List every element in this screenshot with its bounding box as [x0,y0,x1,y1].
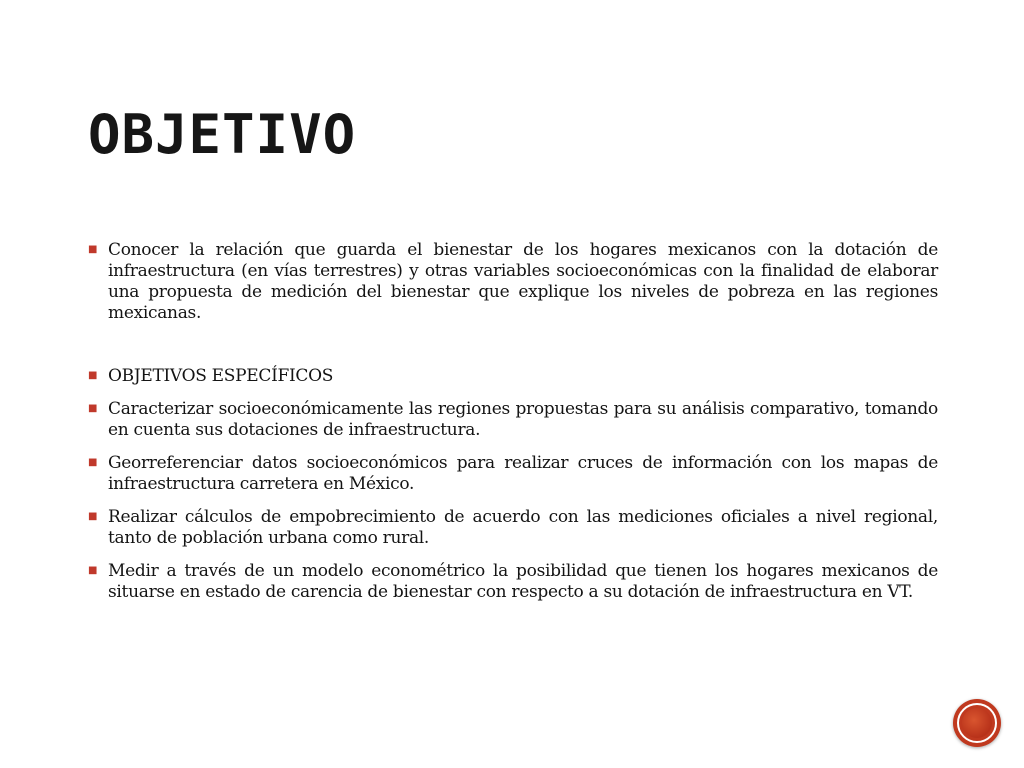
bullet-square-icon: ■ [88,457,98,468]
bullet-item-specific-heading [88,366,938,387]
bullet-item-calculations [88,507,938,549]
red-circle-logo-icon[interactable] [953,699,1001,747]
bullet-list [88,240,938,603]
bullet-text: Conocer la relación que guarda el bienestar de los hogares mexicanos con la dotación de infraestructura (en vías terrestres) y otras variables socioeconómicas con la finalidad de elaborar una propuesta de medición del bienestar que explique los niveles de pobreza en las regiones mexicanas. [108,240,938,323]
bullet-square-icon: ■ [88,403,98,414]
bullet-item-georeference [88,453,938,495]
bullet-square-icon: ■ [88,244,98,255]
bullet-text: Medir a través de un modelo econométrico la posibilidad que tienen los hogares mexicanos de situarse en estado de carencia de bienestar con respecto a su dotación de infraestructura en VT. [108,561,938,602]
bullet-square-icon: ■ [88,565,98,576]
bullet-text: OBJETIVOS ESPECÍFICOS [108,366,334,386]
bullet-item-characterize [88,399,938,441]
slide-title: OBJETIVO [88,103,357,166]
bullet-item-objective [88,240,938,324]
bullet-square-icon: ■ [88,370,98,381]
bullet-square-icon: ■ [88,511,98,522]
bullet-text: Georreferenciar datos socioeconómicos para realizar cruces de información con los mapas de infraestructura carretera en México. [108,453,938,494]
bullet-text: Realizar cálculos de empobrecimiento de acuerdo con las mediciones oficiales a nivel regional, tanto de población urbana como rural. [108,507,938,548]
bullet-item-model [88,561,938,603]
bullet-text: Caracterizar socioeconómicamente las regiones propuestas para su análisis comparativo, tomando en cuenta sus dotaciones de infraestructura. [108,399,938,440]
